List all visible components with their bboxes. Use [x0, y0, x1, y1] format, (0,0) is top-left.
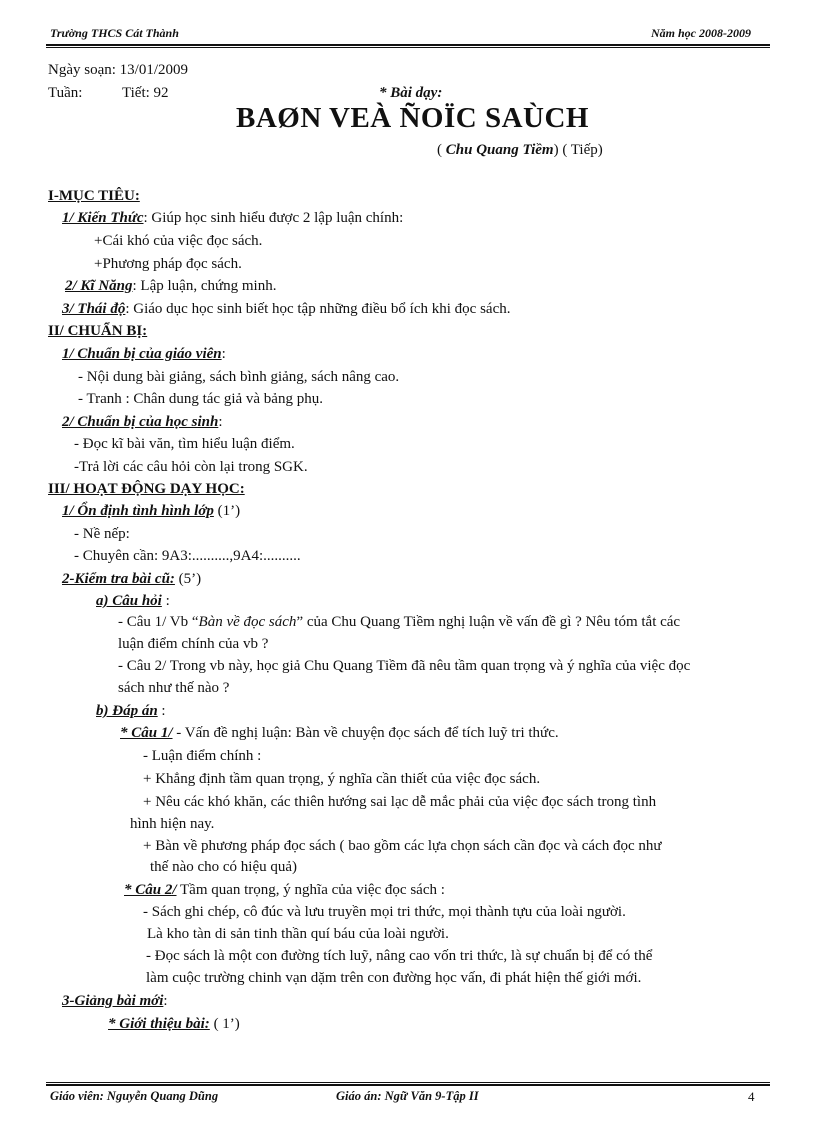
date-line: Ngày soạn: 13/01/2009: [48, 62, 188, 78]
answer-1-item: + Nêu các khó khăn, các thiên hướng sai lạc dễ mắc phải của việc đọc sách trong tình: [143, 794, 657, 810]
section-1-heading: I-MỤC TIÊU:: [48, 188, 140, 204]
question-1-part: ” của Chu Quang Tiềm nghị luận về vấn đề gì ? Nêu tóm tắt các: [296, 614, 681, 630]
answer-1-item: + Bàn về phương pháp đọc sách ( bao gồm các lựa chọn sách cần đọc và cách đọc như: [143, 838, 662, 854]
teacher-prep-label: 1/ Chuẩn bị của giáo viên: [62, 346, 222, 362]
review-time: (5’): [174, 571, 202, 587]
header-school: Trường THCS Cát Thành: [50, 26, 179, 40]
footer-rule-thin: [46, 1082, 770, 1083]
header-rule-thin: [46, 47, 770, 48]
section-3-heading: III/ HOẠT ĐỘNG DẠY HỌC:: [48, 481, 245, 497]
footer-teacher: Giáo viên: Nguyễn Quang Dũng: [50, 1089, 219, 1103]
attitude-text: : Giáo dục học sinh biết học tập những điều bổ ích khi đọc sách.: [125, 301, 511, 317]
answer-1-label: * Câu 1/: [120, 725, 173, 741]
question-1-cont: luận điểm chính của vb ?: [118, 636, 269, 652]
continue-label: ( Tiếp): [562, 142, 603, 158]
student-prep-line: 2/ Chuẩn bị của học sinh:: [62, 414, 223, 430]
question-1-work: Bàn về đọc sách: [198, 614, 297, 630]
author-line: ( Chu Quang Tiềm) ( Tiếp): [437, 142, 603, 158]
questions-line: a) Câu hỏi :: [96, 593, 170, 609]
answer-1-item: thế nào cho có hiệu quả): [150, 859, 298, 875]
answer-1-item: hình hiện nay.: [130, 816, 215, 832]
review-line: [62, 571, 201, 588]
teacher-prep-item: - Nội dung bài giảng, sách bình giảng, sách nâng cao.: [78, 369, 400, 385]
header-rule: [46, 44, 770, 46]
knowledge-label: 1/ Kiến Thức: [62, 210, 144, 226]
answer-2-item: - Đọc sách là một con đường tích luỹ, nâng cao vốn tri thức, là sự chuẩn bị để có thể: [146, 948, 653, 964]
skill-line: [65, 278, 276, 295]
period-label: Tiết: 92: [122, 85, 169, 101]
footer-plan: Giáo án: Ngữ Văn 9-Tập II: [336, 1089, 479, 1103]
teacher-prep-line: 1/ Chuẩn bị của giáo viên:: [62, 346, 226, 362]
class-order-label: 1/ Ổn định tình hình lớp: [62, 503, 214, 519]
knowledge-line: [62, 210, 403, 227]
student-prep-item: - Đọc kĩ bài văn, tìm hiểu luận điểm.: [74, 436, 295, 452]
teacher-prep-item: - Tranh : Chân dung tác giả và bảng phụ.: [78, 391, 323, 407]
header-year: Năm học 2008-2009: [651, 26, 751, 40]
answers-label: b) Đáp án: [96, 703, 158, 719]
class-order-time: (1’): [213, 503, 241, 519]
question-2: - Câu 2/ Trong vb này, học giả Chu Quang Tiềm đã nêu tầm quan trọng và ý nghĩa của việc đọc: [118, 658, 691, 674]
new-lesson-label: 3-Giảng bài mới: [62, 993, 164, 1009]
answer-2-line: [124, 882, 445, 899]
question-1: [118, 614, 680, 631]
class-order-item: - Nề nếp:: [74, 526, 130, 542]
knowledge-item: +Cái khó của việc đọc sách.: [94, 233, 263, 249]
intro-line: [108, 1016, 240, 1033]
answer-2-item: Là kho tàn di sản tinh thần quí báu của loài người.: [147, 926, 449, 942]
class-order-line: [62, 503, 240, 520]
knowledge-item: +Phương pháp đọc sách.: [94, 256, 242, 272]
answer-2-item: - Sách ghi chép, cô đúc và lưu truyền mọi tri thức, mọi thành tựu của loài người.: [143, 904, 626, 920]
student-prep-item: -Trả lời các câu hỏi còn lại trong SGK.: [74, 459, 308, 475]
attitude-label: 3/ Thái độ: [62, 301, 126, 317]
student-prep-label: 2/ Chuẩn bị của học sinh: [62, 414, 219, 430]
lesson-label-text: * Bài dạy:: [379, 85, 443, 101]
answer-2-item: làm cuộc trường chinh vạn dặm trên con đường học vấn, đi phát hiện thế giới mới.: [146, 970, 642, 986]
answer-2-text: Tầm quan trọng, ý nghĩa của việc đọc sách :: [176, 882, 445, 898]
attitude-line: [62, 301, 510, 318]
answer-1-item: + Khẳng định tầm quan trọng, ý nghĩa cần thiết của việc đọc sách.: [143, 771, 541, 787]
intro-label: * Giới thiệu bài:: [108, 1016, 210, 1032]
answer-1-line: [120, 725, 559, 742]
question-1-part: - Câu 1/ Vb “: [118, 614, 199, 630]
review-label: 2-Kiểm tra bài cũ:: [62, 571, 175, 587]
answer-1-item: - Luận điểm chính :: [143, 748, 262, 764]
answer-2-label: * Câu 2/: [124, 882, 177, 898]
new-lesson-line: 3-Giảng bài mới:: [62, 993, 168, 1009]
answer-1-text: - Vấn đề nghị luận: Bàn về chuyện đọc sách để tích luỹ tri thức.: [172, 725, 559, 741]
week-label: Tuần:: [48, 85, 83, 101]
class-order-item: - Chuyên cần: 9A3:..........,9A4:..........: [74, 548, 301, 564]
author-name: Chu Quang Tiềm: [445, 142, 554, 158]
skill-text: : Lập luận, chứng minh.: [132, 278, 277, 294]
lesson-label: [379, 85, 442, 102]
skill-label: 2/ Kĩ Năng: [65, 278, 133, 294]
answers-line: b) Đáp án :: [96, 703, 166, 719]
lesson-title: BAØN VEÀ ÑOÏC SAÙCH: [236, 102, 589, 134]
intro-time: ( 1’): [209, 1016, 240, 1032]
questions-label: a) Câu hỏi: [96, 593, 162, 609]
section-2-heading: II/ CHUẨN BỊ:: [48, 323, 148, 339]
page-number: 4: [748, 1089, 755, 1104]
question-2-cont: sách như thế nào ?: [118, 680, 230, 696]
knowledge-text: : Giúp học sinh hiểu được 2 lập luận chính:: [143, 210, 404, 226]
footer-rule: [46, 1084, 770, 1086]
